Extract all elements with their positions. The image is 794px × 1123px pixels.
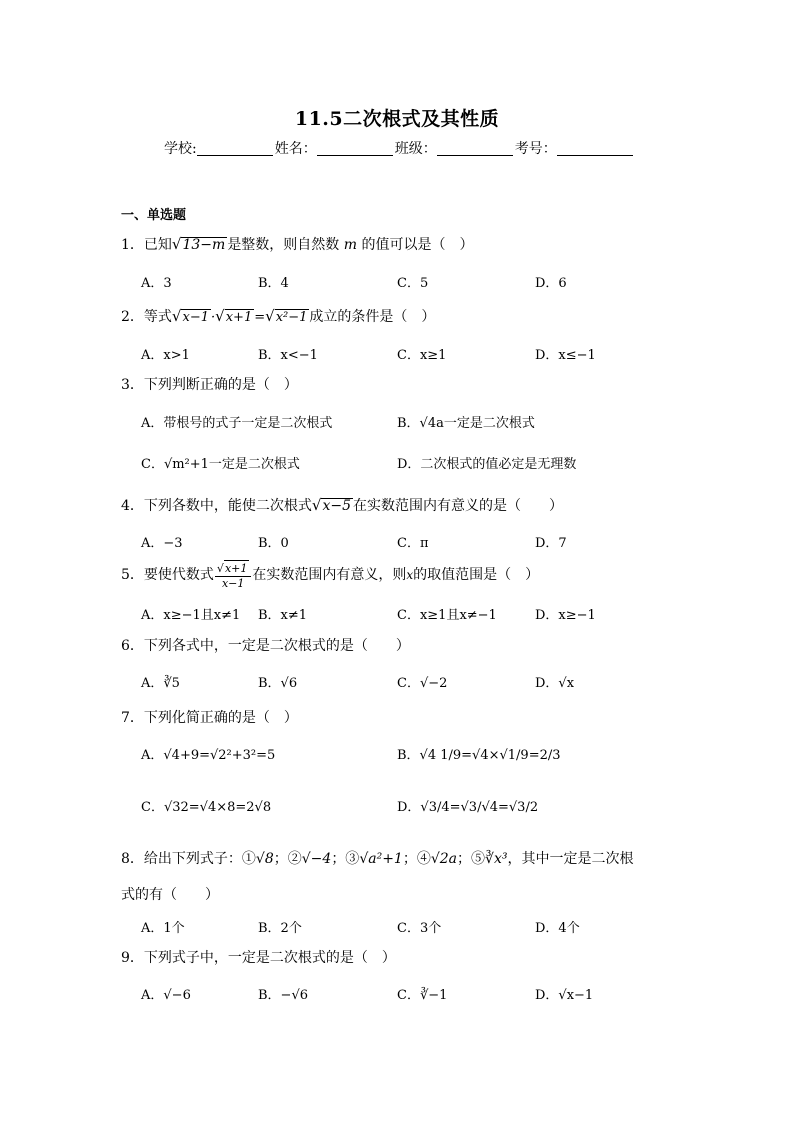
option-c[interactable]: C．5 [397,276,429,291]
options-row [141,344,761,368]
option-d[interactable]: D．x≥−1 [535,608,596,623]
question-number: 9． [121,950,144,966]
question-text: 下列式子中，一定是二次根式的是（ ） [143,950,396,966]
question-1 [121,234,474,254]
option-b[interactable]: B．2个 [258,921,302,936]
question-5 [121,560,539,590]
option-b[interactable]: B．√4 1/9=√4×√1/9=2/3 [397,748,561,763]
option-a[interactable]: A．带根号的式子一定是二次根式 [141,416,333,431]
option-a[interactable]: A．−3 [141,536,183,551]
question-2 [121,306,435,326]
option-d[interactable]: D．二次根式的值必定是无理数 [397,457,577,472]
math-expression: √x−1 ·√x+1 =√x²−1 [171,307,308,325]
options-row [141,917,761,941]
exam-blank[interactable] [557,141,633,156]
math-variable: m [339,237,362,253]
question-text: 等式 [143,309,172,325]
option-d[interactable]: D．6 [535,276,567,291]
question-4 [121,495,563,515]
question-text: ，其中一定是二次根 [507,851,634,867]
question-number: 6． [121,638,144,654]
option-d[interactable]: D．x≤−1 [535,348,596,363]
question-text: ；⑤ [457,851,486,867]
option-c[interactable]: C．√m²+1一定是二次根式 [141,457,300,472]
options-row [141,532,761,556]
options-row [141,453,761,477]
option-b[interactable]: B．0 [258,536,289,551]
math-expression: √a²+1 [359,851,403,867]
question-number: 4． [121,498,144,514]
options-row [141,672,761,696]
option-c[interactable]: C．√−2 [397,676,448,691]
question-6 [121,635,410,655]
question-number: 2． [121,309,144,325]
option-a[interactable]: A．1个 [141,921,185,936]
question-number: 8． [121,851,144,867]
question-3 [121,374,298,394]
math-expression: √13−m [171,235,226,253]
option-a[interactable]: A．√−6 [141,988,191,1003]
question-number: 3． [121,377,144,393]
question-text: 的取值范围是（ ） [413,567,540,583]
name-label: 姓名： [274,141,317,157]
option-c[interactable]: C．∛−1 [397,988,448,1003]
option-a[interactable]: A．√4+9=√2²+3²=5 [141,748,276,763]
class-blank[interactable] [437,141,513,156]
option-b[interactable]: B．x≠1 [258,608,308,623]
question-text: 的值可以是（ ） [361,237,474,253]
math-fraction: $\frac{√x+1}{x-1}$ [215,560,251,590]
option-a[interactable]: A．x≥−1且x≠1 [141,608,241,623]
question-text: 下列判断正确的是（ ） [143,377,298,393]
option-d[interactable]: D．√3/4=√3/√4=√3/2 [397,800,539,815]
name-blank[interactable] [317,141,393,156]
question-number: 5． [121,567,144,583]
options-row [141,604,761,628]
student-info-line [164,138,633,158]
option-d[interactable]: D．√x [535,676,575,691]
question-8-continued [121,884,219,904]
options-row [141,796,761,820]
option-d[interactable]: D．4个 [535,921,580,936]
option-a[interactable]: A．3 [141,276,172,291]
option-b[interactable]: B．√6 [258,676,298,691]
question-text: ；④ [402,851,431,867]
page-title: 11.5二次根式及其性质 [294,108,500,130]
math-expression: √8 [255,851,274,867]
math-expression: √2a [430,851,458,867]
options-row [141,984,761,1008]
question-text: 下列各式中，一定是二次根式的是（ ） [143,638,410,654]
question-7 [121,707,298,727]
math-expression: √−4 [301,851,332,867]
question-8 [121,848,633,868]
option-d[interactable]: D．7 [535,536,567,551]
school-blank[interactable] [197,141,273,156]
section-heading: 一、单选题 [121,208,187,223]
option-b[interactable]: B．√4a一定是二次根式 [397,416,535,431]
question-text: 下列各数中，能使二次根式 [143,498,312,514]
option-b[interactable]: B．4 [258,276,289,291]
question-text: 给出下列式子：① [143,851,256,867]
school-label: 学校: [164,141,197,157]
option-c[interactable]: C．π [397,536,429,551]
question-text: 式的有（ ） [121,887,219,903]
option-a[interactable]: A．x>1 [141,348,190,363]
math-expression: √x−5 [311,496,352,514]
option-b[interactable]: B．−√6 [258,988,309,1003]
math-variable: x [406,568,414,582]
option-d[interactable]: D．√x−1 [535,988,594,1003]
question-text: 在实数范围内有意义，则 [252,567,407,583]
question-text: ；② [273,851,302,867]
question-text: 在实数范围内有意义的是（ ） [353,498,564,514]
options-row [141,412,761,436]
options-row [141,744,761,768]
question-text: 已知 [143,237,172,253]
option-c[interactable]: C．√32=√4×8=2√8 [141,800,272,815]
class-label: 班级： [394,141,437,157]
question-9 [121,947,396,967]
question-text: 是整数，则自然数 [227,237,340,253]
question-text: 下列化简正确的是（ ） [143,710,298,726]
option-c[interactable]: C．3个 [397,921,442,936]
question-number: 7． [121,710,144,726]
option-c[interactable]: C．x≥1 [397,348,447,363]
option-a[interactable]: A．∛5 [141,676,180,691]
option-b[interactable]: B．x<−1 [258,348,318,363]
options-row [141,272,761,296]
question-text: 要使代数式 [143,567,214,583]
question-text: 成立的条件是（ ） [309,309,436,325]
question-text: ；③ [331,851,360,867]
math-expression: ∛x³ [485,851,508,867]
option-c[interactable]: C．x≥1且x≠−1 [397,608,497,623]
exam-label: 考号： [514,141,557,157]
question-number: 1． [121,237,144,253]
